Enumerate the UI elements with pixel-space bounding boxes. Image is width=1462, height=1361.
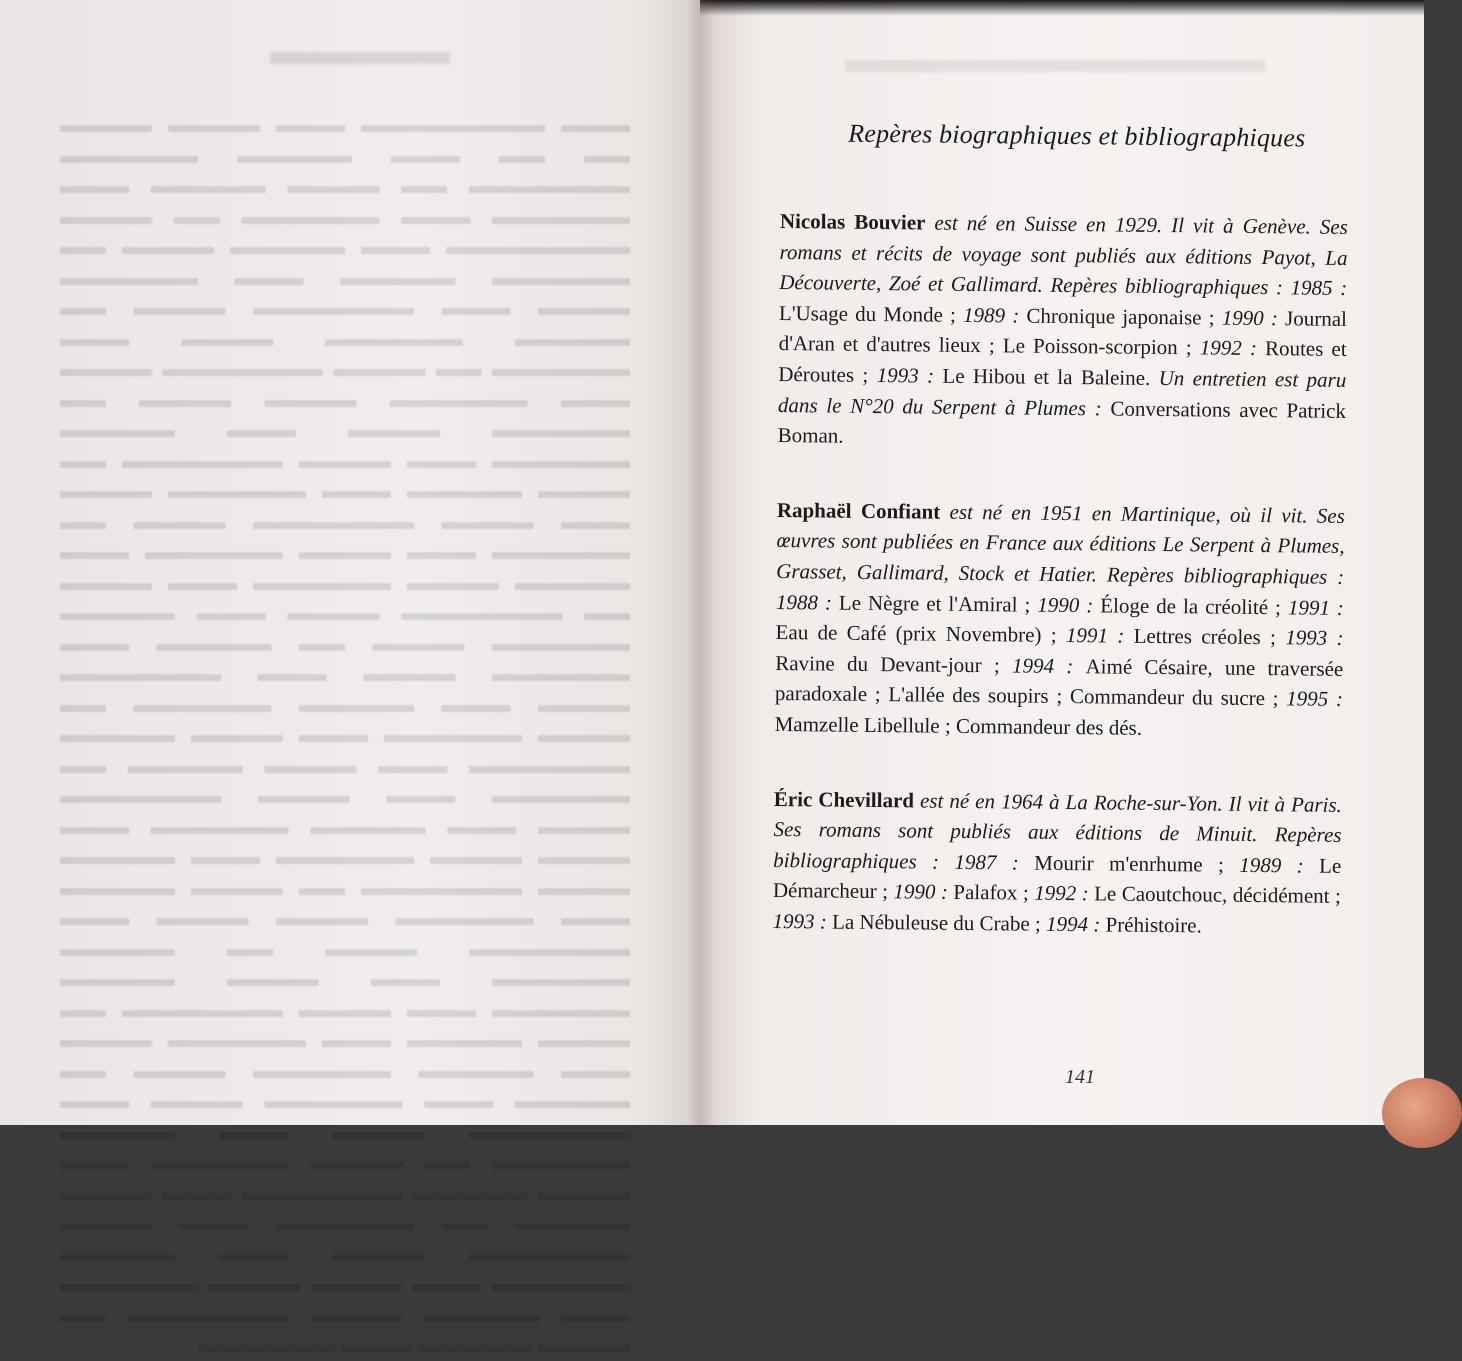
- author-intro: est né en Suisse en 1929. Il vit à Genève. Ses romans et récits de voyage sont publiés aux éditions Payot, La Découverte, Zoé et Gallimard.: [779, 210, 1349, 297]
- ref-work: Chronique japonaise ;: [1026, 303, 1222, 330]
- author-name: Éric Chevillard: [773, 786, 915, 812]
- top-shadow: [700, 0, 1424, 16]
- ref-work: Routes et Déroutes ;: [778, 336, 1347, 387]
- ref-work: Ravine du Devant-jour ;: [775, 650, 1013, 678]
- author-name: Raphaël Confiant: [776, 497, 941, 524]
- author-entry-confiant: [774, 495, 1345, 746]
- thumb: [1382, 1078, 1462, 1148]
- ref-year: 1995 :: [1286, 686, 1344, 712]
- ref-year: 1990 :: [1037, 592, 1101, 617]
- ref-work: Mourir m'enrhume ;: [1034, 850, 1240, 877]
- right-page-content: [772, 118, 1349, 986]
- ref-year: 1989 :: [962, 302, 1027, 328]
- author-intro: est né en 1964 à La Roche-sur-Yon. Il vit à Paris. Ses romans sont publiés aux éditions de Minuit.: [773, 787, 1342, 847]
- ref-year: 1992 :: [1199, 335, 1266, 361]
- ref-work: Journal d'Aran et d'autres lieux ; Le Poisson-scorpion ;: [778, 306, 1348, 360]
- left-page-header-bleed: [270, 52, 450, 64]
- author-entry-chevillard: [772, 783, 1342, 942]
- ref-work: Aimé Césaire, une traversée paradoxale ; L'allée des soupirs ; Commandeur du sucre ;: [774, 653, 1344, 711]
- ref-work: Le Nègre et l'Amiral ;: [838, 590, 1038, 617]
- ref-year: 1993 :: [1285, 625, 1344, 651]
- extra-note: Un entretien est paru dans le N°20 du Serpent à Plumes :: [777, 365, 1347, 421]
- ref-year: 1991 :: [1065, 623, 1134, 648]
- ref-work: Eau de Café (prix Novembre) ;: [775, 620, 1067, 648]
- ref-work: Préhistoire.: [1105, 912, 1202, 938]
- ref-work: Lettres créoles ;: [1133, 623, 1286, 650]
- left-page-bleed-through: ▬▬▬ ▬▬▬▬▬▬▬▬ ▬▬▬ ▬▬▬▬ ▬▬▬▬ ▬▬ ▬▬ ▬▬▬ ▬▬▬▬▬ ▬▬▬▬▬▬ ▬▬▬▬▬▬▬ ▬▬ ▬▬▬▬ ▬▬▬▬▬ ▬▬▬ ▬▬▬▬▬▬ ▬▬▬ ▬▬▬▬▬▬ ▬▬ ▬▬▬▬ ▬▬▬▬▬▬▬▬ ▬▬▬ ▬▬▬▬▬ ▬▬▬▬ ▬▬ ▬▬▬▬▬▬ ▬▬▬▬▬ ▬▬▬ ▬▬▬▬▬▬ ▬▬▬▬ ▬▬▬ ▬▬▬▬▬▬▬ ▬▬▬▬ ▬▬ ▬▬▬▬▬ ▬▬▬▬▬▬ ▬▬▬▬ ▬▬▬ ▬▬▬▬▬▬ ▬▬ ▬▬▬▬ ▬▬▬▬▬▬▬ ▬▬▬▬ ▬▬▬ ▬▬▬▬▬▬ ▬▬▬▬ ▬▬▬▬ ▬▬ ▬▬▬▬▬▬ ▬▬▬▬ ▬▬▬ ▬▬▬▬▬ ▬▬▬▬▬▬ ▬▬▬ ▬▬▬▬ ▬▬▬▬▬▬▬ ▬▬ ▬▬▬▬ ▬▬▬▬▬ ▬▬▬ ▬▬▬▬▬▬ ▬▬▬▬ ▬▬▬ ▬▬▬▬ ▬▬▬▬▬▬▬ ▬▬▬▬ ▬▬ ▬▬▬▬▬▬ ▬▬▬ ▬▬▬▬ ▬▬▬▬▬▬ ▬▬▬ ▬▬▬▬▬ ▬▬▬▬ ▬▬▬▬▬▬ ▬▬▬ ▬▬▬▬ ▬▬ ▬▬▬▬▬▬▬ ▬▬▬▬ ▬▬▬ ▬▬▬▬▬ ▬▬▬▬▬▬ ▬▬▬▬ ▬▬ ▬▬▬▬▬ ▬▬▬ ▬▬▬▬▬▬ ▬▬▬▬ ▬▬▬ ▬▬▬▬▬▬▬ ▬▬▬▬ ▬▬▬ ▬▬▬▬▬ ▬▬▬▬▬▬ ▬▬ ▬▬▬▬ ▬▬▬▬▬▬ ▬▬▬ ▬▬▬▬ ▬▬▬▬▬ ▬▬▬▬▬▬▬ ▬▬▬ ▬▬▬▬ ▬▬▬▬▬ ▬▬ ▬▬▬▬▬▬ ▬▬▬ ▬▬▬▬ ▬▬▬▬▬▬▬ ▬▬▬▬ ▬▬▬ ▬▬▬▬▬ ▬▬▬▬▬▬ ▬▬▬ ▬▬▬▬ ▬▬▬▬ ▬▬▬▬▬▬ ▬▬▬ ▬▬▬▬▬ ▬▬▬▬ ▬▬▬▬▬▬▬ ▬▬ ▬▬▬▬ ▬▬▬▬▬ ▬▬▬ ▬▬▬▬▬▬ ▬▬▬▬ ▬▬▬▬ ▬▬▬ ▬▬▬▬▬▬▬ ▬▬▬▬ ▬▬ ▬▬▬▬▬ ▬▬▬▬▬▬ ▬▬▬ ▬▬▬▬ ▬▬▬▬▬ ▬▬▬▬▬▬ ▬▬▬ ▬▬▬▬ ▬▬▬▬▬▬▬ ▬▬ ▬▬▬▬ ▬▬▬▬▬ ▬▬▬ ▬▬▬▬▬▬ ▬▬▬▬ ▬▬▬ ▬▬▬▬▬ ▬▬▬▬▬▬ ▬▬▬▬ ▬▬ ▬▬▬▬▬ ▬▬▬ ▬▬▬▬▬▬ ▬▬▬▬ ▬▬▬ ▬▬▬▬▬▬▬ ▬▬▬▬ ▬▬▬ ▬▬▬▬▬ ▬▬▬▬▬▬ ▬▬ ▬▬▬▬ ▬▬▬▬▬▬ ▬▬▬ ▬▬▬▬ ▬▬▬▬▬ ▬▬▬▬▬▬▬ ▬▬▬ ▬▬▬▬ ▬▬▬▬▬ ▬▬ ▬▬▬▬▬▬ ▬▬▬ ▬▬▬▬ ▬▬▬▬▬▬▬ ▬▬▬▬ ▬▬▬ ▬▬▬▬▬ ▬▬▬▬▬▬ ▬▬▬ ▬▬▬▬ ▬▬▬▬ ▬▬▬▬▬▬ ▬▬▬ ▬▬▬▬▬ ▬▬▬▬ ▬▬▬▬▬▬▬ ▬▬ ▬▬▬▬ ▬▬▬▬▬ ▬▬▬ ▬▬▬▬▬▬: [60, 112, 630, 1357]
- ref-year: 1991 :: [1287, 594, 1345, 620]
- ref-year: 1987 :: [954, 849, 1035, 875]
- ref-year: 1990 :: [893, 879, 954, 905]
- ref-year: 1985 :: [1290, 275, 1348, 301]
- ref-year: 1994 :: [1011, 653, 1086, 678]
- author-intro: est né en 1951 en Martinique, où il vit. Ses œuvres sont publiées en France aux éditions Le Serpent à Plumes, Grasset, Gallimard, Stock et Hatier.: [776, 499, 1346, 587]
- ref-year: 1992 :: [1034, 880, 1095, 906]
- page-number: 141: [1065, 1066, 1095, 1088]
- ref-year: 1989 :: [1239, 852, 1320, 878]
- refs-label: Repères bibliographiques :: [1042, 272, 1291, 300]
- ref-work: La Nébuleuse du Crabe ;: [831, 909, 1047, 936]
- ref-work: Le Démarcheur ;: [772, 853, 1342, 904]
- ref-year: 1994 :: [1045, 911, 1106, 937]
- ref-year: 1993 :: [772, 908, 833, 934]
- ref-work: Palafox ;: [953, 880, 1035, 905]
- author-entry-bouvier: [778, 206, 1349, 457]
- ref-work: Mamzelle Libellule ; Commandeur des dés.: [774, 711, 1143, 740]
- ref-year: 1990 :: [1221, 305, 1286, 331]
- ref-year: 1993 :: [876, 362, 943, 388]
- left-page: [0, 0, 700, 1357]
- page-title: Repères biographiques et bibliographiques: [848, 118, 1306, 153]
- author-name: Nicolas Bouvier: [779, 208, 926, 235]
- extra-work: Conversations avec Patrick Boman.: [777, 396, 1347, 448]
- refs-label: Repères bibliographiques :: [1096, 562, 1345, 589]
- ref-work: L'Usage du Monde ;: [778, 300, 964, 327]
- ref-work: Le Hibou et la Baleine.: [942, 363, 1151, 390]
- right-page-header-bleed: [845, 60, 1265, 72]
- ref-work: Éloge de la créolité ;: [1100, 592, 1289, 619]
- refs-label: Repères bibliographiques :: [773, 822, 1342, 874]
- ref-year: 1988 :: [775, 589, 840, 615]
- book-gutter: [688, 0, 716, 1125]
- ref-work: Le Caoutchouc, décidément ;: [1094, 881, 1342, 909]
